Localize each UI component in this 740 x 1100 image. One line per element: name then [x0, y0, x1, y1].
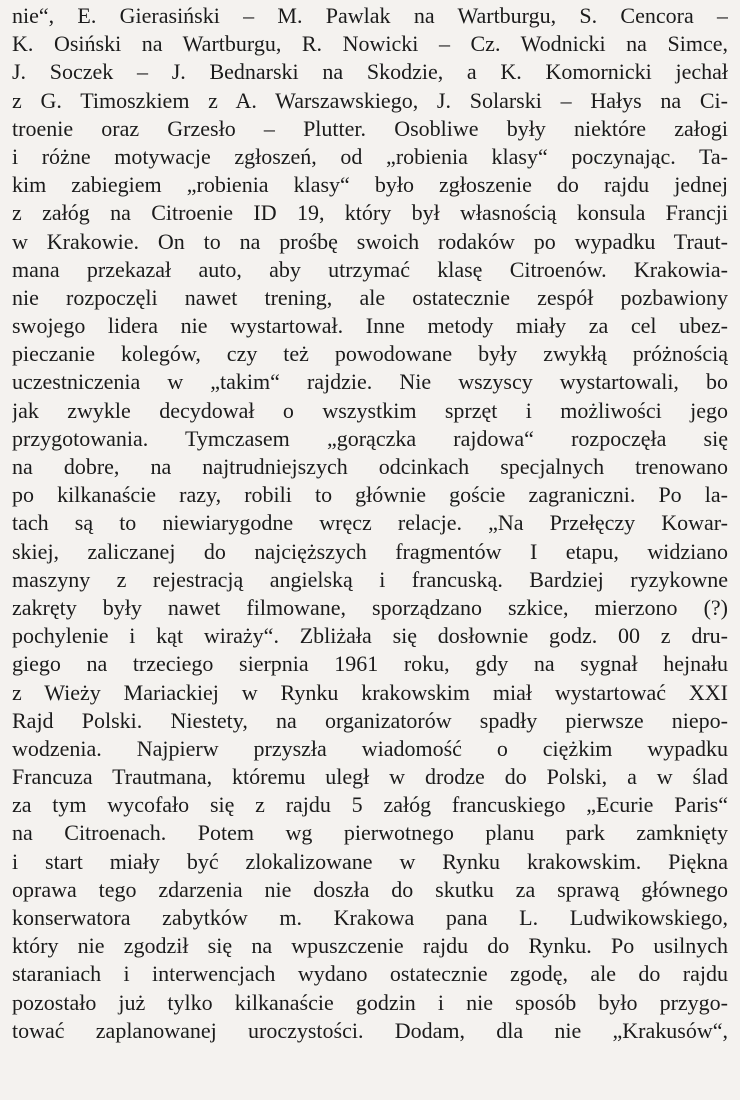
- text-line: nie“, E. Gierasiński – M. Pawlak na Wartburgu, S. Cencora –: [12, 3, 728, 28]
- text-line: na dobre, na najtrudniejszych odcinkach specjalnych trenowano: [12, 454, 728, 479]
- text-line: pieczanie kolegów, czy też powodowane były zwykłą próżnością: [12, 341, 728, 367]
- text-line: staraniach i interwencjach wydano ostatecznie zgodę, ale do rajdu: [12, 961, 728, 987]
- body-text: [12, 2, 728, 1045]
- text-line: za tym wycofało się z rajdu 5 załóg francuskiego „Ecurie Paris“: [12, 792, 728, 818]
- text-line: kim zabiegiem „robienia klasy“ było zgłoszenie do rajdu jednej: [12, 172, 728, 198]
- text-line: z G. Timoszkiem z A. Warszawskiego, J. Solarski – Hałys na Ci-: [12, 87, 728, 113]
- text-line: zakręty były nawet filmowane, sporządzano szkice, mierzono (?): [12, 594, 728, 620]
- text-line: swojego lidera nie wystartował. Inne metody miały za cel ubez-: [12, 313, 728, 339]
- text-line: mana przekazał auto, aby utrzymać klasę Citroenów. Krakowia-: [12, 256, 728, 282]
- text-line: maszyny z rejestracją angielską i francuską. Bardziej ryzykowne: [12, 566, 728, 592]
- text-line: i start miały być zlokalizowane w Rynku krakowskim. Piękna: [12, 848, 728, 874]
- text-line: wodzenia. Najpierw przyszła wiadomość o ciężkim wypadku: [12, 735, 728, 761]
- text-line: na Citroenach. Potem wg pierwotnego planu park zamknięty: [12, 820, 728, 846]
- text-line: tach są to niewiarygodne wręcz relacje. „Na Przełęczy Kowar-: [12, 510, 728, 536]
- text-line: oprawa tego zdarzenia nie doszła do skutku za sprawą głównego: [12, 876, 728, 902]
- text-line: pozostało już tylko kilkanaście godzin i nie sposób było przygo-: [12, 989, 728, 1015]
- text-line: jak zwykle decydował o wszystkim sprzęt i możliwości jego: [12, 397, 728, 423]
- text-line: nie rozpoczęli nawet trening, ale ostatecznie zespół pozbawiony: [12, 284, 728, 310]
- text-line: J. Soczek – J. Bednarski na Skodzie, a K. Komornicki jechał: [12, 59, 728, 85]
- text-line: giego na trzeciego sierpnia 1961 roku, gdy na sygnał hejnału: [12, 651, 728, 677]
- text-line: przygotowania. Tymczasem „gorączka rajdowa“ rozpoczęła się: [12, 425, 728, 451]
- text-line: z załóg na Citroenie ID 19, który był własnością konsula Francji: [12, 200, 728, 226]
- text-line: konserwatora zabytków m. Krakowa pana L. Ludwikowskiego,: [12, 905, 728, 930]
- text-line: Rajd Polski. Niestety, na organizatorów spadły pierwsze niepo-: [12, 707, 728, 733]
- text-line: z Wieży Mariackiej w Rynku krakowskim miał wystartować XXI: [12, 679, 728, 705]
- text-line: K. Osiński na Wartburgu, R. Nowicki – Cz. Wodnicki na Simce,: [12, 31, 728, 57]
- text-line: skiej, zaliczanej do najcięższych fragmentów I etapu, widziano: [12, 538, 728, 564]
- text-line: Francuza Trautmana, któremu uległ w drodze do Polski, a w ślad: [12, 764, 728, 790]
- text-line: troenie oraz Grzesło – Plutter. Osobliwe były niektóre załogi: [12, 115, 728, 141]
- text-line: który nie zgodził się na wpuszczenie rajdu do Rynku. Po usilnych: [12, 933, 728, 959]
- text-line: w Krakowie. On to na prośbę swoich rodaków po wypadku Traut-: [12, 228, 728, 254]
- text-line: tować zaplanowanej uroczystości. Dodam, dla nie „Krakusów“,: [12, 1017, 728, 1043]
- text-line: uczestniczenia w „takim“ rajdzie. Nie wszyscy wystartowali, bo: [12, 369, 728, 395]
- text-line: po kilkanaście razy, robili to głównie goście zagraniczni. Po la-: [12, 482, 728, 508]
- text-line: i różne motywacje zgłoszeń, od „robienia klasy“ poczynając. Ta-: [12, 143, 728, 169]
- text-line: pochylenie i kąt wiraży“. Zbliżała się dosłownie godz. 00 z dru-: [12, 623, 728, 649]
